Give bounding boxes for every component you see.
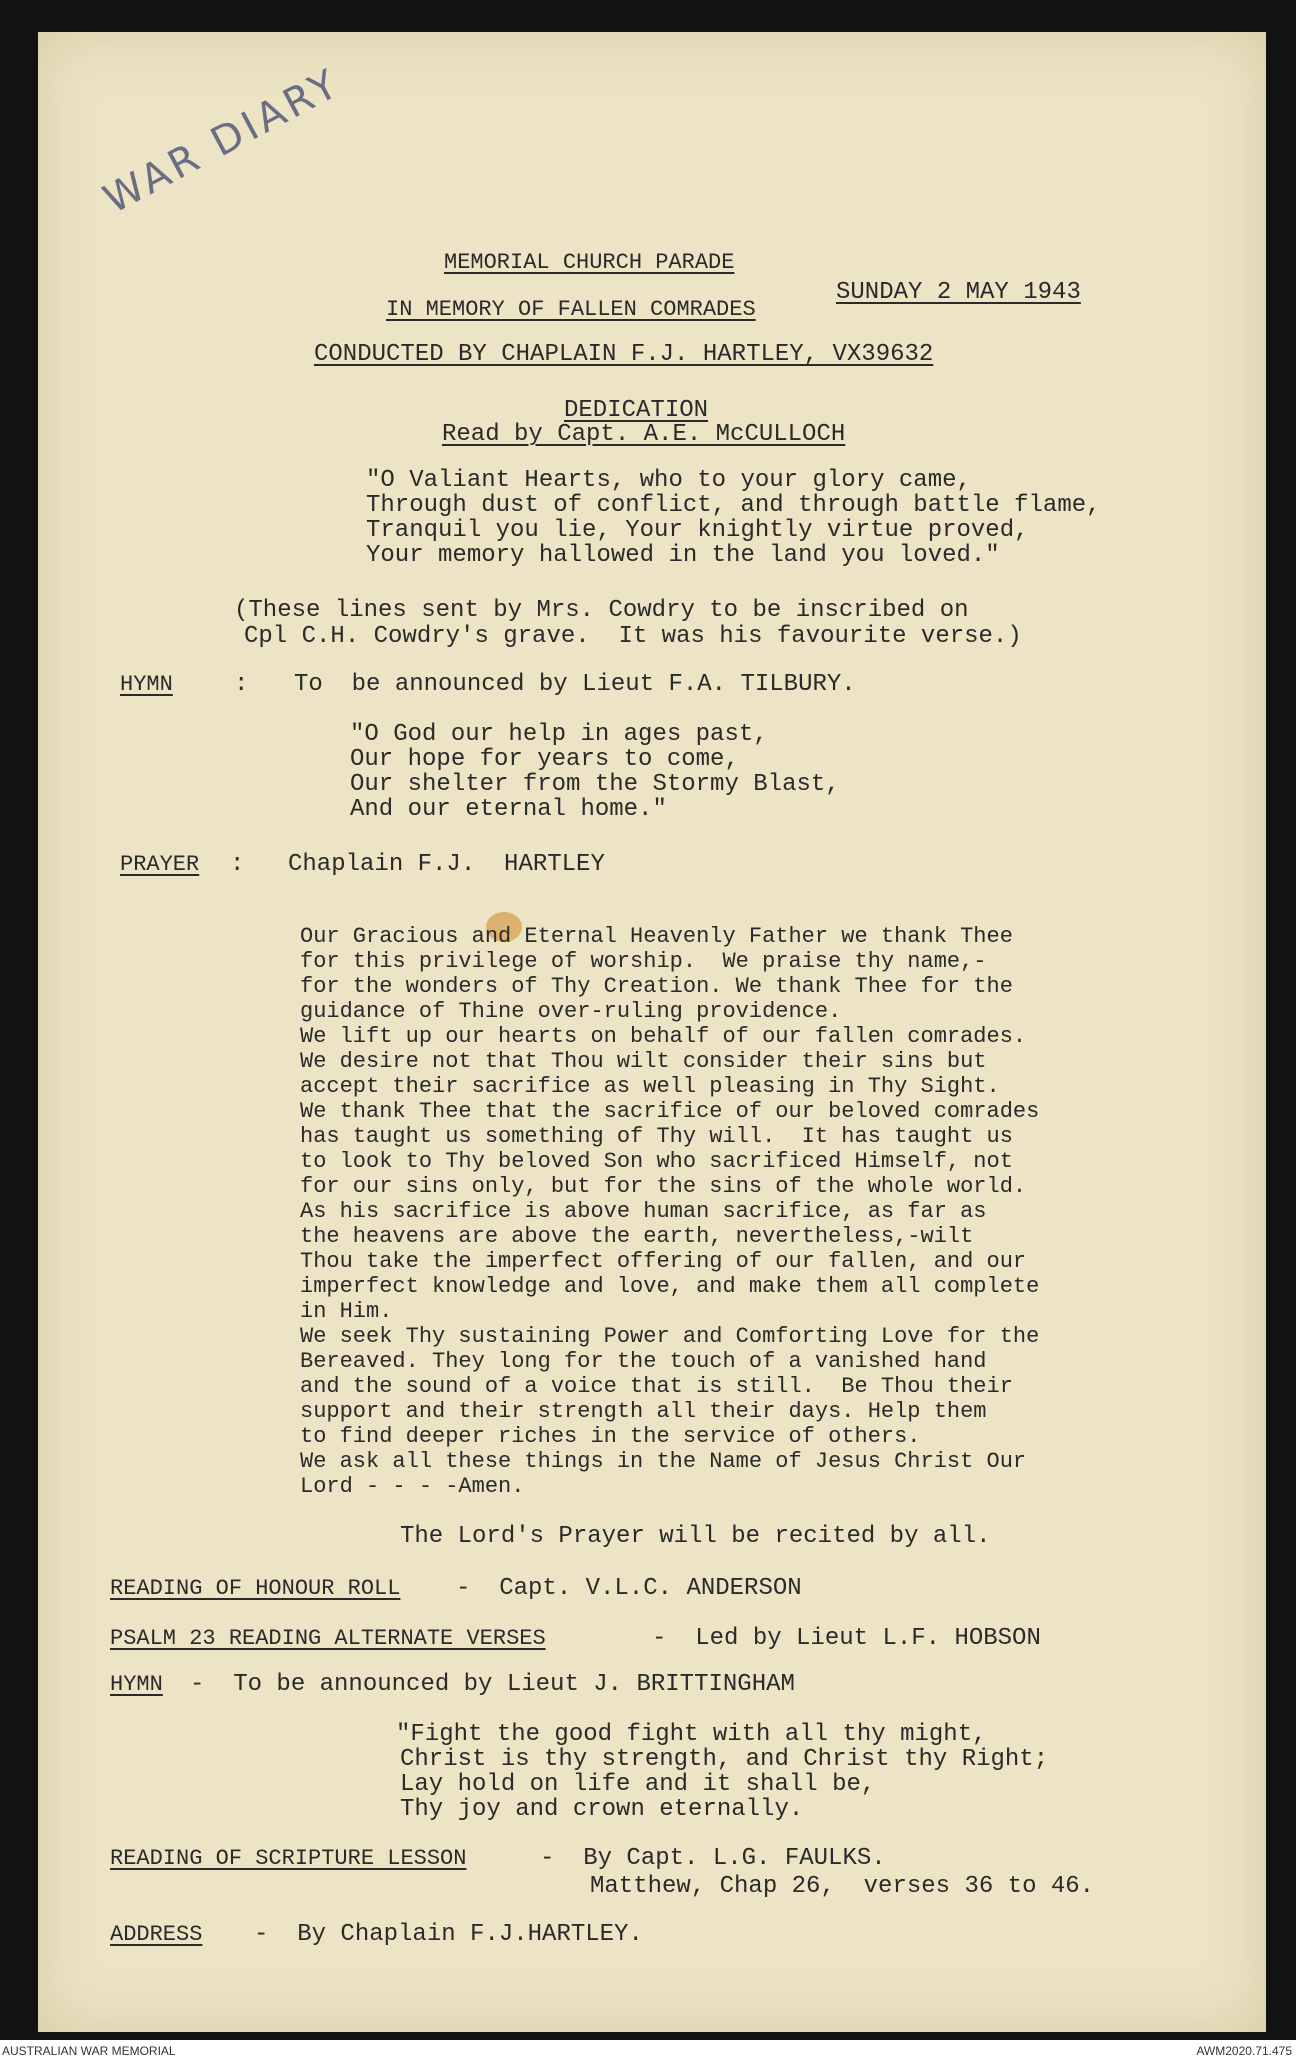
conducted-by: CONDUCTED BY CHAPLAIN F.J. HARTLEY, VX39632 [314,341,934,368]
prayer-line: Thou take the imperfect offering of our fallen, and our [300,1249,1027,1274]
hymn-colon: : [234,671,249,698]
prayer-line: Bereaved. They long for the touch of a vanished hand [300,1349,987,1374]
prayer-line: imperfect knowledge and love, and make them all complete [300,1274,1040,1299]
document-subtitle: IN MEMORY OF FALLEN COMRADES [386,297,756,322]
dedication-verse-line: Tranquil you lie, Your knightly virtue proved, [366,517,1029,544]
prayer-line: As his sacrifice is above human sacrifice, as far as [300,1199,987,1224]
prayer-line: for our sins only, but for the sins of the whole world. [300,1174,1027,1199]
hymn2-verse-line: "Fight the good fight with all thy might, [396,1721,987,1748]
prayer-line: Lord - - - -Amen. [300,1474,525,1499]
footer-accession-number: AWM2020.71.475 [1196,2044,1292,2058]
footer-institution: AUSTRALIAN WAR MEMORIAL [2,2044,176,2058]
prayer-line: for the wonders of Thy Creation. We thank Thee for the [300,974,1013,999]
prayer-line: We thank Thee that the sacrifice of our beloved comrades [300,1099,1040,1124]
prayer-line: guidance of Thine over-ruling providence. [300,999,842,1024]
parade-date: SUNDAY 2 MAY 1943 [836,279,1081,306]
document-title: MEMORIAL CHURCH PARADE [444,250,735,275]
hymn2-label: HYMN [110,1672,163,1697]
prayer-line: to find deeper riches in the service of others. [300,1424,921,1449]
footer [0,2040,1296,2061]
hymn-verse-line: Our hope for years to come, [350,746,739,773]
hymn2-verse-line: Lay hold on life and it shall be, [400,1771,876,1798]
hymn-verse-line: And our eternal home." [350,796,667,823]
lords-prayer-note: The Lord's Prayer will be recited by all. [400,1523,991,1550]
prayer-line: in Him. [300,1299,393,1324]
address-speaker: - By Chaplain F.J.HARTLEY. [254,1921,643,1948]
honour-roll-label: READING OF HONOUR ROLL [110,1576,401,1601]
hymn-label: HYMN [120,672,173,697]
document-page [38,32,1266,2032]
prayer-line: to look to Thy beloved Son who sacrificed Himself, not [300,1149,1013,1174]
hymn-verse-line: "O God our help in ages past, [350,721,768,748]
prayer-line: accept their sacrifice as well pleasing in Thy Sight. [300,1074,1000,1099]
hymn-verse-line: Our shelter from the Stormy Blast, [350,771,840,798]
prayer-line: We seek Thy sustaining Power and Comforting Love for the [300,1324,1040,1349]
prayer-line: We desire not that Thou wilt consider their sins but [300,1049,987,1074]
prayer-line: Our Gracious and Eternal Heavenly Father we thank Thee [300,924,1013,949]
dedication-note-line: Cpl C.H. Cowdry's grave. It was his favourite verse.) [244,623,1022,650]
dedication-heading: DEDICATION [564,397,709,424]
dedication-verse-line: Your memory hallowed in the land you loved." [366,542,1000,569]
prayer-colon: : [230,851,245,878]
prayer-line: and the sound of a voice that is still. Be Thou their [300,1374,1013,1399]
hymn-announcement: To be announced by Lieut F.A. TILBURY. [294,671,856,698]
address-label: ADDRESS [110,1922,203,1947]
hymn2-announcement: - To be announced by Lieut J. BRITTINGHAM [190,1671,795,1698]
psalm-reader: - Led by Lieut L.F. HOBSON [652,1625,1041,1652]
prayer-line: support and their strength all their days. Help them [300,1399,987,1424]
prayer-line: We ask all these things in the Name of Jesus Christ Our [300,1449,1027,1474]
prayer-label: PRAYER [120,852,200,877]
prayer-line: the heavens are above the earth, nevertheless,-wilt [300,1224,974,1249]
prayer-line: We lift up our hearts on behalf of our fallen comrades. [300,1024,1027,1049]
hymn2-verse-line: Thy joy and crown eternally. [400,1796,804,1823]
dedication-reader: Read by Capt. A.E. McCULLOCH [442,421,846,448]
handwritten-note: WAR DIARY [96,59,349,224]
prayer-line: for this privilege of worship. We praise thy name,- [300,949,987,974]
hymn2-verse-line: Christ is thy strength, and Christ thy Right; [400,1746,1049,1773]
prayer-by: Chaplain F.J. HARTLEY [288,851,605,878]
dedication-note-line: (These lines sent by Mrs. Cowdry to be inscribed on [234,597,969,624]
dedication-verse-line: Through dust of conflict, and through battle flame, [366,492,1101,519]
scripture-reader: - By Capt. L.G. FAULKS. [540,1845,886,1872]
prayer-text [300,924,1160,1499]
scripture-reference: Matthew, Chap 26, verses 36 to 46. [590,1873,1095,1900]
prayer-line: has taught us something of Thy will. It has taught us [300,1124,1013,1149]
honour-roll-reader: - Capt. V.L.C. ANDERSON [456,1575,802,1602]
scripture-label: READING OF SCRIPTURE LESSON [110,1846,467,1871]
dedication-verse-line: "O Valiant Hearts, who to your glory came, [366,467,971,494]
psalm-label: PSALM 23 READING ALTERNATE VERSES [110,1626,546,1651]
